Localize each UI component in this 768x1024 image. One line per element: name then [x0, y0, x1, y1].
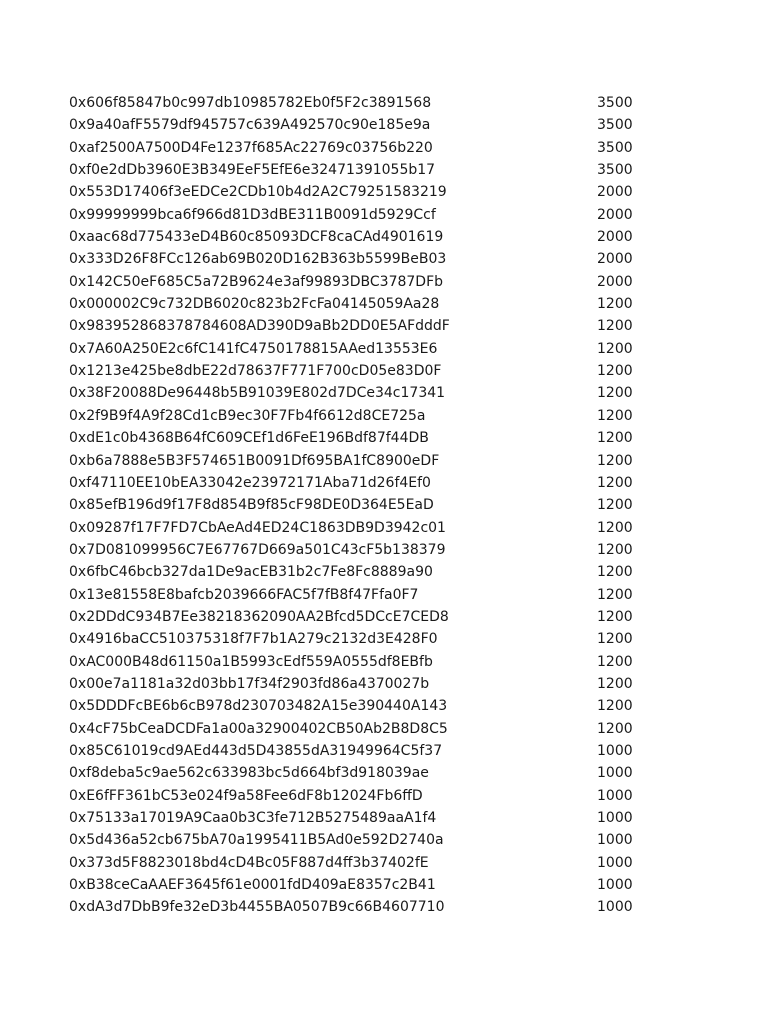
- table-row: [69, 293, 649, 315]
- wallet-address: 0x75133a17019A9Caa0b3C3fe712B5275489aaA1f4: [69, 810, 437, 826]
- amount-value: 3500: [597, 117, 633, 134]
- amount-value: 1200: [597, 430, 633, 447]
- amount-value: 1200: [597, 698, 633, 715]
- amount-value: 2000: [597, 184, 633, 201]
- table-row: [69, 584, 649, 606]
- table-row: [69, 740, 649, 762]
- amount-value: 1200: [597, 720, 633, 737]
- amount-value: 2000: [597, 273, 633, 290]
- amount-value: 3500: [597, 162, 633, 179]
- amount-value: 2000: [597, 206, 633, 223]
- amount-value: 1000: [597, 765, 633, 782]
- wallet-address: 0x2DDdC934B7Ee38218362090AA2Bfcd5DCcE7CED8: [69, 608, 449, 625]
- wallet-address: 0x606f85847b0c997db10985782Eb0f5F2c3891568: [69, 95, 432, 111]
- table-row: [69, 248, 649, 270]
- amount-value: 1200: [597, 564, 633, 581]
- table-row: [69, 360, 649, 382]
- table-row: [69, 204, 649, 226]
- table-row: [69, 785, 649, 807]
- amount-value: 1000: [597, 899, 633, 916]
- amount-value: 3500: [597, 95, 633, 111]
- wallet-address: 0xf0e2dDb3960E3B349EeF5EfE6e32471391055b17: [69, 162, 436, 179]
- amount-value: 1200: [597, 385, 633, 402]
- table-row: [69, 807, 649, 829]
- amount-value: 1000: [597, 810, 633, 826]
- table-row: [69, 561, 649, 583]
- wallet-address: 0x4916baCC510375318f7F7b1A279c2132d3E428F0: [69, 631, 438, 648]
- amount-value: 1200: [597, 296, 633, 313]
- wallet-address: 0xaf2500A7500D4Fe1237f685Ac22769c03756b220: [69, 139, 433, 156]
- table-row: [69, 338, 649, 360]
- amount-value: 1200: [597, 340, 633, 357]
- table-row: [69, 517, 649, 539]
- amount-value: 1200: [597, 653, 633, 670]
- table-row: [69, 651, 649, 673]
- amount-value: 1200: [597, 497, 633, 514]
- wallet-address: 0xAC000B48d61150a1B5993cEdf559A0555df8EBfb: [69, 653, 433, 670]
- table-row: [69, 673, 649, 695]
- wallet-address: 0x1213e425be8dbE22d78637F771F700cD05e83D0F: [69, 363, 442, 380]
- wallet-address: 0x5d436a52cb675bA70a1995411B5Ad0e592D2740a: [69, 832, 444, 849]
- table-row: [69, 874, 649, 896]
- wallet-address: 0x2f9B9f4A9f28Cd1cB9ec30F7Fb4f6612d8CE725a: [69, 407, 426, 424]
- wallet-address: 0x09287f17F7FD7CbAeAd4ED24C1863DB9D3942c01: [69, 519, 446, 536]
- table-row: [69, 92, 649, 114]
- wallet-address: 0x6fbC46bcb327da1De9acEB31b2c7Fe8Fc8889a90: [69, 564, 433, 581]
- amount-value: 1200: [597, 318, 633, 335]
- amount-value: 3500: [597, 139, 633, 156]
- amount-value: 1200: [597, 452, 633, 469]
- table-row: [69, 427, 649, 449]
- wallet-address: 0xf47110EE10bEA33042e23972171Aba71d26f4Ef0: [69, 474, 431, 491]
- table-row: [69, 315, 649, 337]
- wallet-address: 0xf8deba5c9ae562c633983bc5d664bf3d918039ae: [69, 765, 429, 782]
- table-row: [69, 896, 649, 918]
- address-amount-table: [69, 92, 649, 919]
- wallet-address: 0xB38ceCaAAEF3645f61e0001fdD409aE8357c2B41: [69, 877, 436, 894]
- wallet-address: 0x553D17406f3eEDCe2CDb10b4d2A2C79251583219: [69, 184, 447, 201]
- table-row: [69, 628, 649, 650]
- amount-value: 2000: [597, 229, 633, 246]
- amount-value: 1000: [597, 832, 633, 849]
- wallet-address: 0x85C61019cd9AEd443d5D43855dA31949964C5f37: [69, 742, 443, 759]
- amount-value: 1200: [597, 631, 633, 648]
- wallet-address: 0x00e7a1181a32d03bb17f34f2903fd86a4370027b: [69, 675, 430, 692]
- amount-value: 1200: [597, 586, 633, 603]
- table-row: [69, 137, 649, 159]
- amount-value: 1000: [597, 787, 633, 804]
- table-row: [69, 494, 649, 516]
- wallet-address: 0x99999999bca6f966d81D3dBE311B0091d5929Ccf: [69, 206, 436, 223]
- wallet-address: 0xaac68d775433eD4B60c85093DCF8caCAd4901619: [69, 229, 444, 246]
- amount-value: 1000: [597, 877, 633, 894]
- wallet-address: 0x333D26F8FCc126ab69B020D162B363b5599BeB03: [69, 251, 447, 268]
- amount-value: 1000: [597, 854, 633, 871]
- wallet-address: 0x9a40afF5579df945757c639A492570c90e185e9a: [69, 117, 431, 134]
- wallet-address: 0x38F20088De96448b5B91039E802d7DCe34c17341: [69, 385, 446, 402]
- wallet-address: 0xE6fFF361bC53e024f9a58Fee6dF8b12024Fb6ffD: [69, 787, 423, 804]
- table-row: [69, 114, 649, 136]
- table-row: [69, 829, 649, 851]
- wallet-address: 0x13e81558E8bafcb2039666FAC5f7fB8f47Ffa0F7: [69, 586, 419, 603]
- amount-value: 1200: [597, 363, 633, 380]
- table-row: [69, 472, 649, 494]
- table-row: [69, 271, 649, 293]
- wallet-address: 0xb6a7888e5B3F574651B0091Df695BA1fC8900eDF: [69, 452, 440, 469]
- table-row: [69, 382, 649, 404]
- amount-value: 1200: [597, 675, 633, 692]
- amount-value: 1200: [597, 541, 633, 558]
- table-row: [69, 226, 649, 248]
- amount-value: 1200: [597, 474, 633, 491]
- wallet-address: 0x983952868378784608AD390D9aBb2DD0E5AFdddF: [69, 318, 450, 335]
- wallet-address: 0x142C50eF685C5a72B9624e3af99893DBC3787DFb: [69, 273, 444, 290]
- wallet-address: 0xdA3d7DbB9fe32eD3b4455BA0507B9c66B4607710: [69, 899, 445, 916]
- wallet-address: 0xdE1c0b4368B64fC609CEf1d6FeE196Bdf87f44DB: [69, 430, 429, 447]
- table-row: [69, 181, 649, 203]
- wallet-address: 0x7D081099956C7E67767D669a501C43cF5b138379: [69, 541, 446, 558]
- amount-value: 2000: [597, 251, 633, 268]
- table-row: [69, 405, 649, 427]
- wallet-address: 0x85efB196d9f17F8d854B9f85cF98DE0D364E5EaD: [69, 497, 434, 514]
- table-row: [69, 695, 649, 717]
- table-row: [69, 852, 649, 874]
- table-row: [69, 718, 649, 740]
- amount-value: 1200: [597, 608, 633, 625]
- wallet-address: 0x7A60A250E2c6fC141fC4750178815AAed13553E6: [69, 340, 438, 357]
- amount-value: 1000: [597, 742, 633, 759]
- table-row: [69, 450, 649, 472]
- amount-value: 1200: [597, 519, 633, 536]
- wallet-address: 0x5DDDFcBE6b6cB978d230703482A15e390440A143: [69, 698, 448, 715]
- wallet-address: 0x4cF75bCeaDCDFa1a00a32900402CB50Ab2B8D8C5: [69, 720, 448, 737]
- table-row: [69, 606, 649, 628]
- table-row: [69, 159, 649, 181]
- amount-value: 1200: [597, 407, 633, 424]
- wallet-address: 0x000002C9c732DB6020c823b2FcFa04145059Aa28: [69, 296, 440, 313]
- wallet-address: 0x373d5F8823018bd4cD4Bc05F887d4ff3b37402fE: [69, 854, 429, 871]
- table-row: [69, 539, 649, 561]
- table-row: [69, 762, 649, 784]
